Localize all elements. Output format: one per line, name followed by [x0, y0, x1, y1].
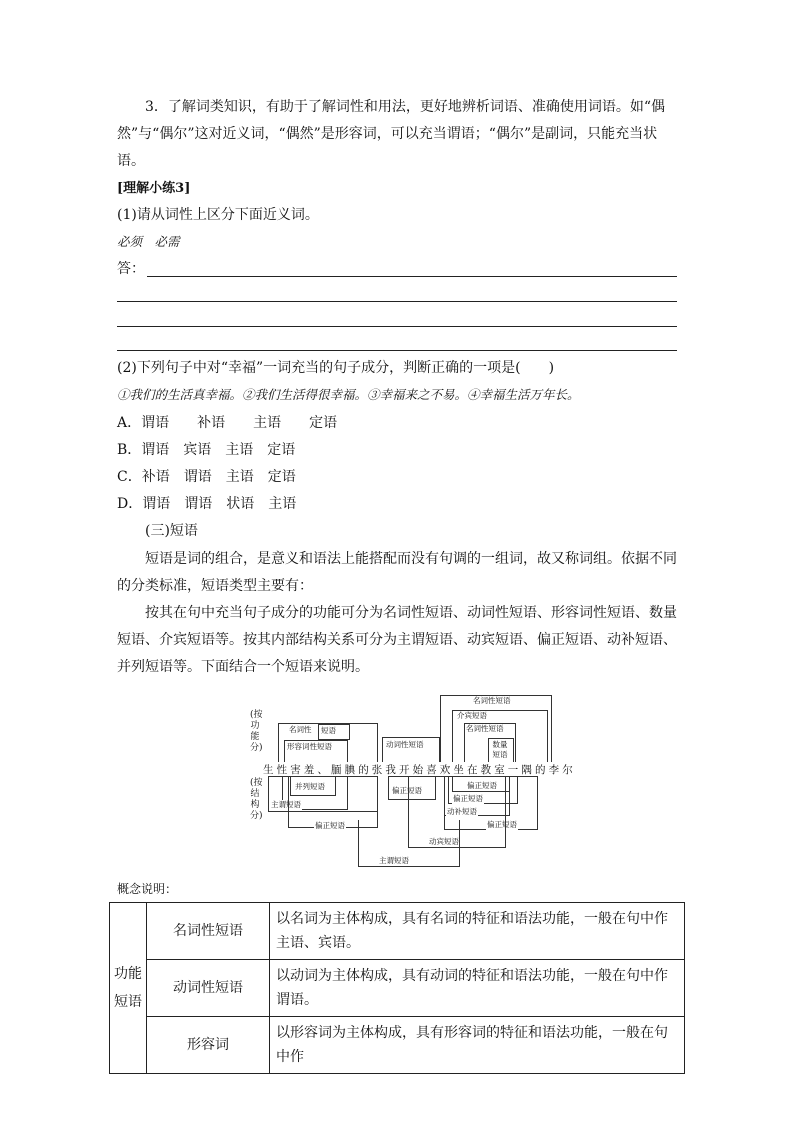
label-prep-phrase: 介宾短语 — [457, 711, 487, 720]
label-noun-phrase-2: 名词性短语 — [473, 696, 511, 705]
section-heading: (三)短语 — [145, 523, 198, 539]
label-parallel: 并列短语 — [295, 782, 325, 791]
label-verb-complement: 动补短语 — [447, 807, 477, 816]
answer-label: 答： — [117, 261, 145, 277]
phrase-name: 动词性短语 — [147, 960, 270, 1017]
label-noun: 名词性 — [289, 725, 312, 734]
phrase-structure-diagram — [248, 690, 576, 868]
question-2-sentences: ①我们的生活真幸福。②我们生活得很幸福。③幸福来之不易。④幸福生活万年长。 — [117, 387, 580, 402]
option-d[interactable]: D．谓语 谓语 状语 主语 — [117, 496, 297, 512]
phrase-desc: 以形容词为主体构成，具有形容词的特征和语法功能，一般在句中作 — [270, 1017, 685, 1074]
table-row — [110, 1017, 685, 1074]
phrase-desc: 以动词为主体构成，具有动词的特征和语法功能，一般在句中作谓语。 — [270, 960, 685, 1017]
label-modifier-3: 偏正短语 — [392, 786, 422, 795]
side-label-function: (按功能分) — [250, 710, 263, 753]
practice-title: [理解小练3] — [117, 181, 191, 196]
label-modifier-2: 偏正短语 — [315, 821, 345, 830]
concept-title: 概念说明： — [117, 882, 178, 896]
category-cell: 功能短语 — [110, 903, 147, 1074]
answer-line-1[interactable] — [147, 276, 677, 277]
option-c[interactable]: C．补语 谓语 主语 定语 — [117, 469, 296, 485]
answer-line-4[interactable] — [117, 350, 677, 351]
label-noun-phrase-3: 名词性短语 — [466, 724, 504, 733]
table-row — [110, 960, 685, 1017]
phrase-desc: 以名词为主体构成，具有名词的特征和语法功能，一般在句中作主语、宾语。 — [270, 903, 685, 960]
option-b[interactable]: B．谓语 宾语 主语 定语 — [117, 442, 296, 458]
label-short: 短语 — [321, 726, 336, 735]
label-verb-phrase: 动词性短语 — [386, 740, 424, 749]
label-adj-phrase: 形容词性短语 — [287, 742, 332, 751]
phrase-name: 名词性短语 — [147, 903, 270, 960]
question-1-words: 必须 必需 — [117, 234, 180, 249]
label-modifier-5: 偏正短语 — [453, 794, 483, 803]
table-row — [110, 903, 685, 960]
label-modifier-6: 偏正短语 — [487, 820, 517, 829]
concept-table — [109, 902, 685, 1074]
answer-line-3[interactable] — [117, 326, 677, 327]
label-modifier-4: 偏正短语 — [467, 781, 497, 790]
question-2: (2)下列句子中对“幸福”一词充当的句子成分，判断正确的一项是( ) — [117, 360, 555, 376]
side-label-structure: (按结构分) — [250, 778, 263, 821]
phrase-name: 形容词 — [147, 1017, 270, 1074]
intro-paragraph: 3．了解词类知识，有助于了解词性和用法，更好地辨析词语、准确使用词语。如“偶然”与“偶尔”这对近义词，“偶然”是形容词，可以充当谓语；“偶尔”是副词，只能充当状语。 — [117, 99, 666, 169]
section-paragraph-1: 短语是词的组合，是意义和语法上能搭配而没有句调的一组词，故又称词组。依据不同的分类标准，短语类型主要有： — [117, 551, 677, 594]
label-subject-predicate-1: 主谓短语 — [271, 800, 301, 809]
option-a[interactable]: A．谓语 补语 主语 定语 — [117, 415, 338, 431]
label-verb-object: 动宾短语 — [429, 837, 459, 846]
section-paragraph-2: 按其在句中充当句子成分的功能可分为名词性短语、动词性短语、形容词性短语、数量短语、介宾短语等。按其内部结构关系可分为主谓短语、动宾短语、偏正短语、动补短语、并列短语等。下面结合一个短语来说明。 — [117, 605, 677, 675]
answer-line-2[interactable] — [117, 301, 677, 302]
question-1: (1)请从词性上区分下面近义词。 — [117, 207, 319, 223]
example-sentence: 生性害羞、腼腆的张我开始喜欢坐在教室一隅的李尔 — [263, 764, 576, 776]
label-subject-predicate-2: 主谓短语 — [379, 856, 409, 865]
label-quantity-phrase: 数量短语 — [489, 740, 511, 760]
